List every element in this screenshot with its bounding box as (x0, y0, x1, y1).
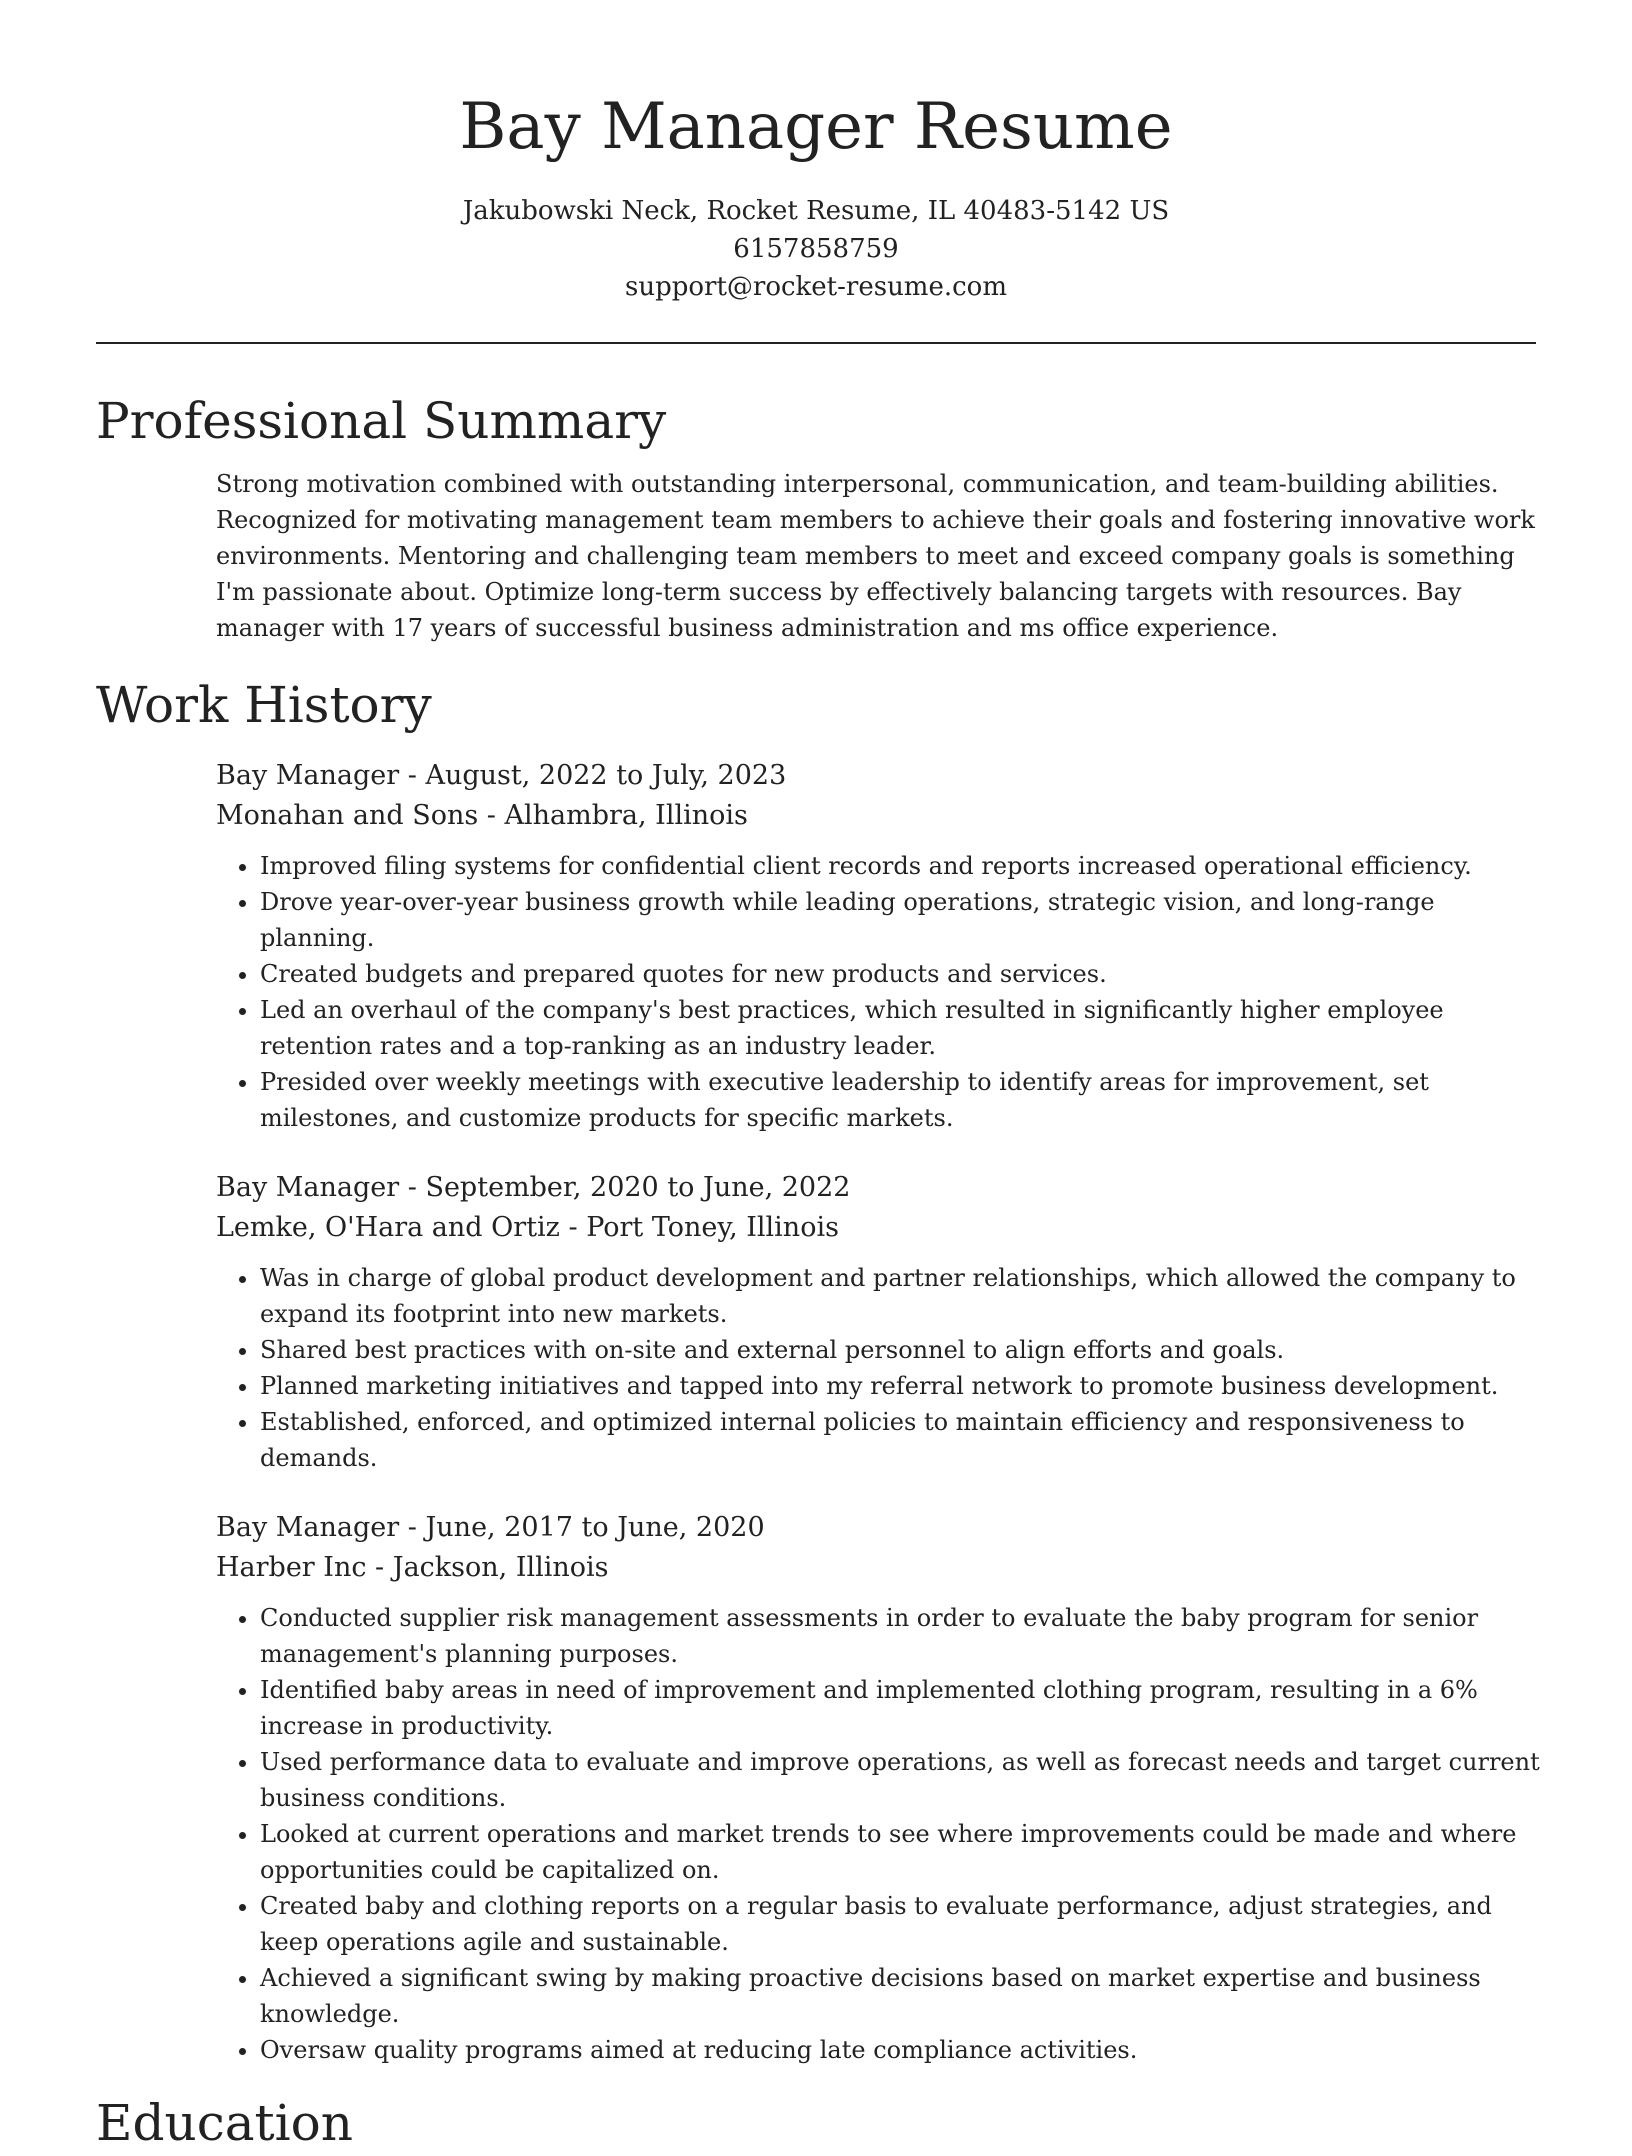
section-heading-work-history: Work History (96, 676, 432, 734)
professional-summary-text: Strong motivation combined with outstanding interpersonal, communication, and team-building abilities. Recognized for motivating management team members to achieve their goals and fostering innovative work environments. Mentoring and challenging team members to meet and exceed company goals is something I'm passionate about. Optimize long-term success by effectively balancing targets with resources. Bay manager with 17 years of successful business administration and ms office experience. (216, 470, 1535, 642)
job-title-dates: Bay Manager - June, 2017 to June, 2020 (216, 1512, 765, 1543)
contact-email: support@rocket-resume.com (624, 272, 1007, 302)
job-bullet: • Established, enforced, and optimized internal policies to maintain efficiency and responsiveness to demands. (260, 1404, 1546, 1476)
job-bullet: • Planned marketing initiatives and tapped into my referral network to promote business development. (260, 1368, 1546, 1404)
job-bullet: • Used performance data to evaluate and improve operations, as well as forecast needs and target current business conditions. (260, 1744, 1546, 1816)
header-divider (96, 342, 1536, 344)
job-company-location: Monahan and Sons - Alhambra, Illinois (216, 800, 748, 831)
contact-phone: 6157858759 (733, 234, 899, 264)
job-bullet: • Led an overhaul of the company's best practices, which resulted in significantly higher employee retention rates and a top-ranking as an industry leader. (260, 992, 1546, 1064)
job-entry (216, 1508, 1546, 2068)
job-bullet: • Created baby and clothing reports on a regular basis to evaluate performance, adjust strategies, and keep operations agile and sustainable. (260, 1888, 1546, 1960)
job-bullet-list (216, 1260, 1546, 1476)
job-bullet: • Achieved a significant swing by making proactive decisions based on market expertise and business knowledge. (260, 1960, 1546, 2032)
job-entry (216, 756, 1546, 1136)
job-bullet: • Drove year-over-year business growth while leading operations, strategic vision, and long-range planning. (260, 884, 1546, 956)
section-heading-professional-summary: Professional Summary (96, 392, 667, 450)
job-bullet: • Improved filing systems for confidential client records and reports increased operational efficiency. (260, 848, 1546, 884)
job-bullet: • Looked at current operations and market trends to see where improvements could be made and where opportunities could be capitalized on. (260, 1816, 1546, 1888)
job-title-dates: Bay Manager - September, 2020 to June, 2022 (216, 1172, 851, 1203)
job-bullet: • Created budgets and prepared quotes for new products and services. (260, 956, 1546, 992)
section-heading-education: Education (96, 2094, 353, 2152)
job-title-dates: Bay Manager - August, 2022 to July, 2023 (216, 760, 787, 791)
job-bullet-list (216, 848, 1546, 1136)
job-entry (216, 1168, 1546, 1476)
job-bullet: • Oversaw quality programs aimed at reducing late compliance activities. (260, 2032, 1546, 2068)
job-bullet: • Was in charge of global product development and partner relationships, which allowed the company to expand its footprint into new markets. (260, 1260, 1546, 1332)
job-bullet-list (216, 1600, 1546, 2068)
job-bullet: • Conducted supplier risk management assessments in order to evaluate the baby program for senior management's planning purposes. (260, 1600, 1546, 1672)
job-bullet: • Identified baby areas in need of improvement and implemented clothing program, resulting in a 6% increase in productivity. (260, 1672, 1546, 1744)
contact-info (0, 192, 1632, 306)
job-bullet: • Shared best practices with on-site and external personnel to align efforts and goals. (260, 1332, 1546, 1368)
resume-header (0, 0, 1632, 306)
resume-title: Bay Manager Resume (459, 90, 1173, 164)
job-bullet: • Presided over weekly meetings with executive leadership to identify areas for improvement, set milestones, and customize products for specific markets. (260, 1064, 1546, 1136)
job-company-location: Lemke, O'Hara and Ortiz - Port Toney, Illinois (216, 1212, 839, 1243)
contact-address: Jakubowski Neck, Rocket Resume, IL 40483-5142 US (462, 196, 1170, 226)
job-company-location: Harber Inc - Jackson, Illinois (216, 1552, 609, 1583)
